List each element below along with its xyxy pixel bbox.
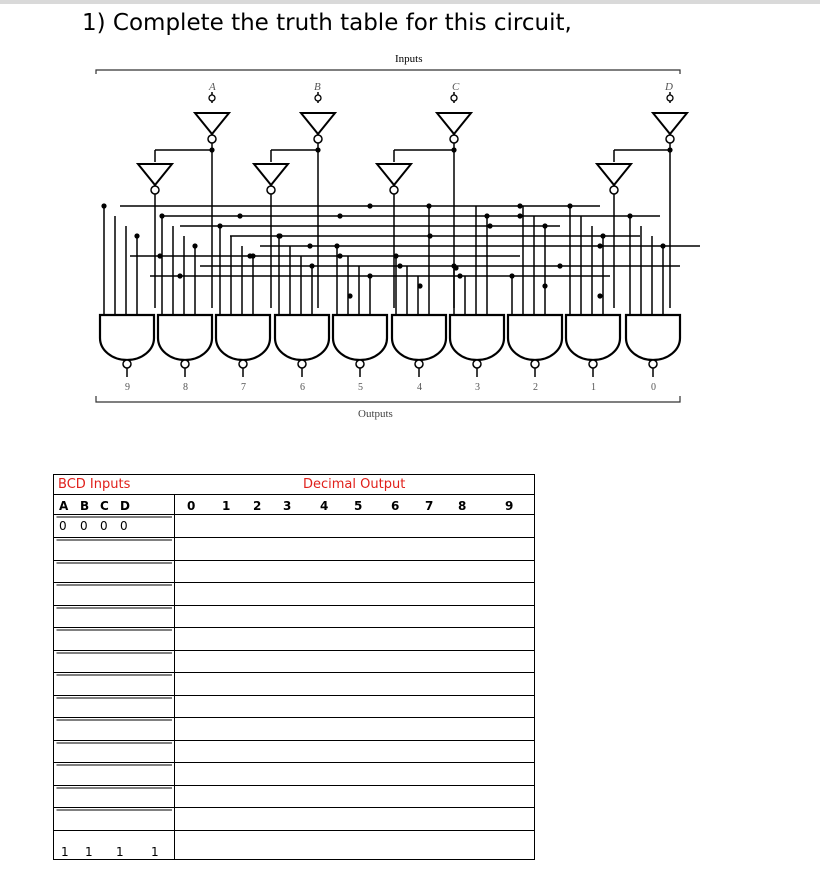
- output-number: 7: [241, 382, 246, 393]
- junction-dot: [367, 203, 372, 208]
- input-bubble: [209, 95, 215, 101]
- nand-bubble: [298, 360, 306, 368]
- col-header-b: B: [80, 499, 90, 513]
- junction-dot: [517, 213, 522, 218]
- truth-table: [53, 474, 535, 860]
- col-header-4: 4: [320, 499, 329, 513]
- inverter-triangle: [254, 164, 288, 185]
- junction-dot: [337, 213, 342, 218]
- outputs-bracket: [96, 396, 680, 402]
- inverter-triangle: [437, 113, 471, 134]
- input-label-c: C: [452, 81, 460, 93]
- junction-dot: [250, 253, 255, 258]
- col-header-2: 2: [253, 499, 262, 513]
- junction-dot: [307, 243, 312, 248]
- col-header-7: 7: [425, 499, 434, 513]
- junction-dot: [426, 203, 431, 208]
- junction-dot: [667, 147, 672, 152]
- inputs-label: Inputs: [395, 53, 423, 65]
- nand-gate: [392, 315, 446, 360]
- junction-dot: [509, 273, 514, 278]
- nand-gate: [626, 315, 680, 360]
- nand-gate: [275, 315, 329, 360]
- inverter-triangle: [138, 164, 172, 185]
- input-bubble: [451, 95, 457, 101]
- junction-dot: [334, 243, 339, 248]
- output-number: 6: [300, 382, 305, 393]
- junction-dot: [209, 147, 214, 152]
- inverter-triangle: [597, 164, 631, 185]
- inverter-bubble: [666, 135, 674, 143]
- output-number: 5: [358, 382, 363, 393]
- col-header-6: 6: [391, 499, 400, 513]
- junction-dot: [542, 283, 547, 288]
- nand-bubble: [415, 360, 423, 368]
- nand-gate: [450, 315, 504, 360]
- junction-dot: [417, 283, 422, 288]
- last-row-a: 1: [61, 845, 69, 859]
- junction-dot: [315, 147, 320, 152]
- inverter-bubble: [151, 186, 159, 194]
- junction-dot: [276, 233, 281, 238]
- nand-bubble: [473, 360, 481, 368]
- junction-dot: [177, 273, 182, 278]
- junction-dot: [517, 203, 522, 208]
- junction-dot: [101, 203, 106, 208]
- junction-dot: [192, 243, 197, 248]
- col-header-c: C: [100, 499, 109, 513]
- nand-gate: [216, 315, 270, 360]
- inverter-triangle: [195, 113, 229, 134]
- junction-dot: [347, 293, 352, 298]
- junction-dot: [542, 223, 547, 228]
- inverter-bubble: [208, 135, 216, 143]
- outputs-label: Outputs: [358, 408, 393, 420]
- inverter-bubble: [450, 135, 458, 143]
- junction-dot: [451, 263, 456, 268]
- inverter-bubble: [610, 186, 618, 194]
- inverter-triangle: [301, 113, 335, 134]
- junction-dot: [397, 263, 402, 268]
- nand-gate: [566, 315, 620, 360]
- inverter-triangle: [377, 164, 411, 185]
- junction-dot: [337, 253, 342, 258]
- col-header-0: 0: [187, 499, 196, 513]
- first-row-c: 0: [100, 519, 108, 533]
- inverter-triangle: [653, 113, 687, 134]
- junction-dot: [159, 213, 164, 218]
- junction-dot: [157, 253, 162, 258]
- output-number: 3: [475, 382, 480, 393]
- inverter-bubble: [390, 186, 398, 194]
- nand-gate: [333, 315, 387, 360]
- junction-dot: [660, 243, 665, 248]
- last-row-d: 1: [151, 845, 159, 859]
- inverter-bubble: [314, 135, 322, 143]
- nand-bubble: [239, 360, 247, 368]
- nand-bubble: [181, 360, 189, 368]
- col-header-d: D: [120, 499, 130, 513]
- input-bubble: [667, 95, 673, 101]
- junction-dot: [557, 263, 562, 268]
- col-header-9: 9: [505, 499, 514, 513]
- junction-dot: [484, 213, 489, 218]
- junction-dot: [134, 233, 139, 238]
- junction-dot: [217, 223, 222, 228]
- nand-gate: [158, 315, 212, 360]
- nand-bubble: [649, 360, 657, 368]
- output-number: 1: [591, 382, 596, 393]
- junction-dot: [393, 253, 398, 258]
- junction-dot: [597, 293, 602, 298]
- output-number: 4: [417, 382, 422, 393]
- input-label-b: B: [314, 81, 321, 93]
- question-text: 1) Complete the truth table for this circuit,: [82, 10, 572, 36]
- col-header-8: 8: [458, 499, 467, 513]
- junction-dot: [457, 273, 462, 278]
- top-rule: [0, 0, 820, 4]
- input-label-a: A: [209, 81, 216, 93]
- junction-dot: [451, 147, 456, 152]
- junction-dot: [627, 213, 632, 218]
- inverter-bubble: [267, 186, 275, 194]
- nand-gate: [100, 315, 154, 360]
- decimal-output-header: Decimal Output: [303, 477, 406, 492]
- input-bubble: [315, 95, 321, 101]
- first-row-d: 0: [120, 519, 128, 533]
- junction-dot: [367, 273, 372, 278]
- output-number: 0: [651, 382, 656, 393]
- col-header-5: 5: [354, 499, 363, 513]
- output-number: 9: [125, 382, 130, 393]
- nand-bubble: [123, 360, 131, 368]
- nand-bubble: [589, 360, 597, 368]
- junction-dot: [309, 263, 314, 268]
- junction-dot: [487, 223, 492, 228]
- first-row-b: 0: [80, 519, 88, 533]
- col-header-1: 1: [222, 499, 231, 513]
- last-row-c: 1: [116, 845, 124, 859]
- col-header-3: 3: [283, 499, 292, 513]
- output-number: 2: [533, 382, 538, 393]
- col-header-a: A: [59, 499, 69, 513]
- junction-dot: [427, 233, 432, 238]
- bcd-inputs-header: BCD Inputs: [58, 477, 131, 492]
- junction-dot: [237, 213, 242, 218]
- last-row-b: 1: [85, 845, 93, 859]
- output-number: 8: [183, 382, 188, 393]
- input-label-d: D: [665, 81, 673, 93]
- decoder-circuit-diagram: [0, 40, 820, 435]
- junction-dot: [597, 243, 602, 248]
- junction-dot: [567, 203, 572, 208]
- junction-dot: [600, 233, 605, 238]
- nand-gate: [508, 315, 562, 360]
- nand-bubble: [531, 360, 539, 368]
- nand-bubble: [356, 360, 364, 368]
- first-row-a: 0: [59, 519, 67, 533]
